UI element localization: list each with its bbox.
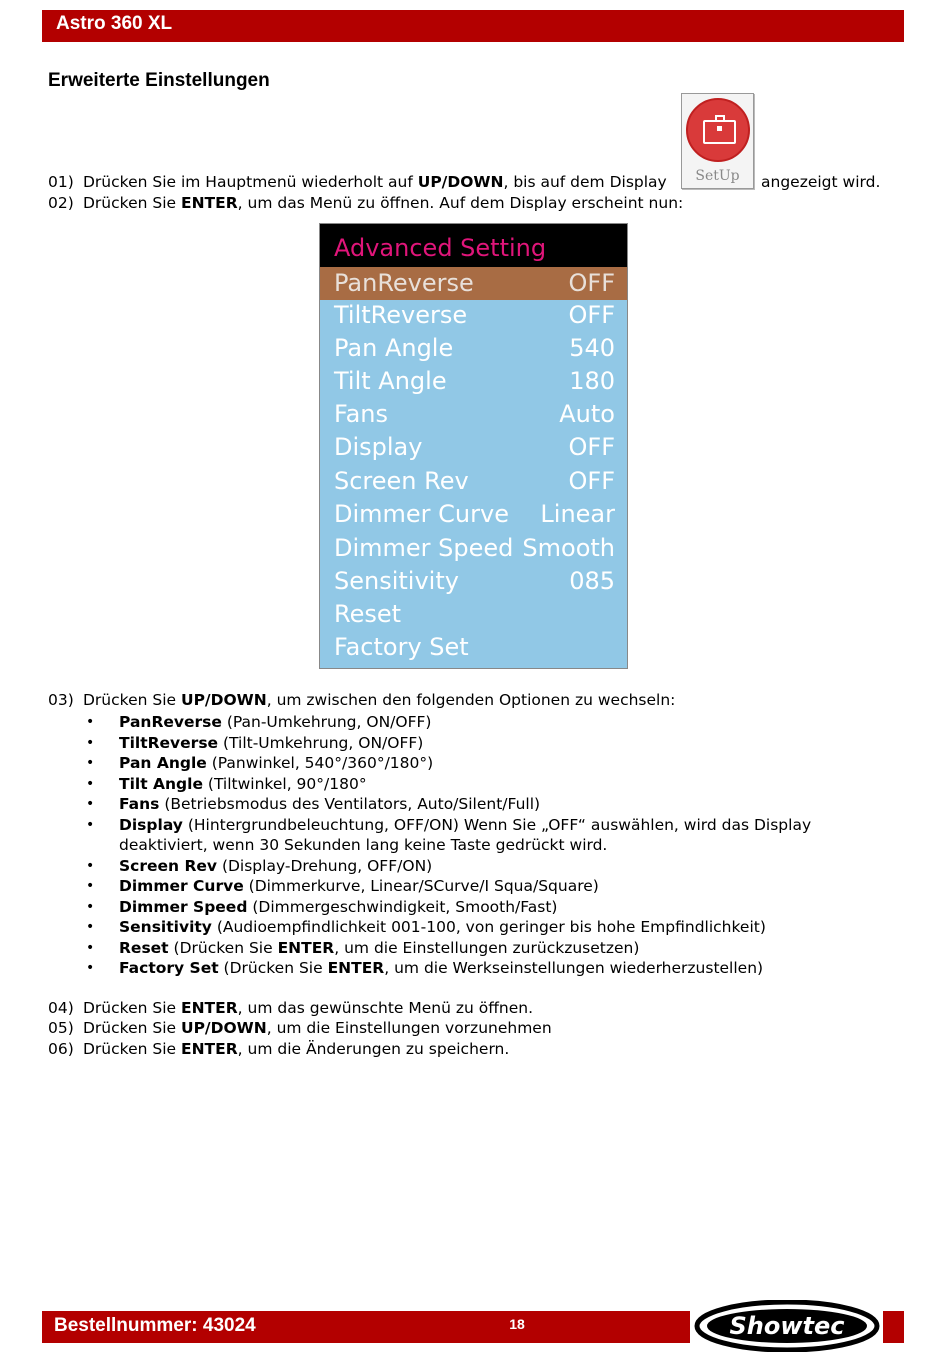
order-number: Bestellnummer: 43024 xyxy=(54,1315,256,1336)
display-row xyxy=(320,631,627,664)
list-item: • Fans (Betriebsmodus des Ventilators, Auto/Silent/Full) xyxy=(84,794,884,815)
footer-bar xyxy=(42,1311,690,1343)
step-04: 04) Drücken Sie ENTER, um das gewünschte Menü zu öffnen. xyxy=(48,999,534,1017)
display-row-label: Sensitivity xyxy=(334,567,459,595)
setup-icon xyxy=(681,93,754,189)
section-title: Erweiterte Einstellungen xyxy=(48,70,270,91)
display-row-value: 180 xyxy=(569,367,615,395)
step-02: 02) Drücken Sie ENTER, um das Menü zu öffnen. Auf dem Display erscheint nun: xyxy=(48,194,684,212)
step-03: 03) Drücken Sie UP/DOWN, um zwischen den folgenden Optionen zu wechseln: xyxy=(48,691,676,709)
display-row xyxy=(320,532,627,565)
display-row-label: Screen Rev xyxy=(334,467,469,495)
setup-label: SetUp xyxy=(695,168,740,184)
display-row-value: OFF xyxy=(568,433,615,461)
step-05: 05) Drücken Sie UP/DOWN, um die Einstellungen vorzunehmen xyxy=(48,1019,552,1037)
display-row-label: Tilt Angle xyxy=(334,367,447,395)
display-row-value: OFF xyxy=(568,467,615,495)
list-item: • Display (Hintergrundbeleuchtung, OFF/ON) Wenn Sie „OFF“ auswählen, wird das Display deaktiviert, wenn 30 Sekunden lang keine Taste gedrückt wird. xyxy=(84,815,884,856)
list-item: • TiltReverse (Tilt-Umkehrung, ON/OFF) xyxy=(84,733,884,754)
display-screen xyxy=(319,223,628,669)
display-row-value: Linear xyxy=(540,500,615,528)
display-row-value: 085 xyxy=(569,567,615,595)
display-title: Advanced Setting xyxy=(320,224,627,270)
display-row xyxy=(320,465,627,498)
page-number: 18 xyxy=(509,1316,525,1332)
display-row xyxy=(320,598,627,631)
option-list xyxy=(84,712,884,979)
list-item: • Dimmer Curve (Dimmerkurve, Linear/SCurve/I Squa/Square) xyxy=(84,876,884,897)
display-row-value: OFF xyxy=(568,301,615,329)
list-item: • Sensitivity (Audioempfindlichkeit 001-100, von geringer bis hohe Empfindlichkeit) xyxy=(84,917,884,938)
display-row xyxy=(320,431,627,464)
display-row xyxy=(320,299,627,332)
display-row-label: Pan Angle xyxy=(334,334,454,362)
display-row-label: Dimmer Curve xyxy=(334,500,509,528)
display-row-label: Reset xyxy=(334,600,402,628)
display-row xyxy=(320,332,627,365)
display-row xyxy=(320,267,627,300)
list-item: • Dimmer Speed (Dimmergeschwindigkeit, Smooth/Fast) xyxy=(84,897,884,918)
display-row xyxy=(320,398,627,431)
display-row-value: 540 xyxy=(569,334,615,362)
step-01-tail: angezeigt wird. xyxy=(761,173,881,191)
display-row-label: PanReverse xyxy=(334,269,474,297)
display-row-value: OFF xyxy=(568,269,615,297)
list-item: • Screen Rev (Display-Drehung, OFF/ON) xyxy=(84,856,884,877)
header-title: Astro 360 XL xyxy=(56,13,173,34)
list-item: • Tilt Angle (Tiltwinkel, 90°/180° xyxy=(84,774,884,795)
display-row xyxy=(320,365,627,398)
display-row-label: Display xyxy=(334,433,423,461)
display-row-label: Fans xyxy=(334,400,389,428)
step-01: 01) Drücken Sie im Hauptmenü wiederholt auf UP/DOWN, bis auf dem Display xyxy=(48,173,667,191)
display-row xyxy=(320,565,627,598)
toolbox-icon xyxy=(686,98,750,162)
display-row-value: Smooth xyxy=(522,534,615,562)
footer-bar-end xyxy=(883,1311,904,1343)
display-row-label: TiltReverse xyxy=(334,301,468,329)
display-row-label: Dimmer Speed xyxy=(334,534,514,562)
list-item: • Pan Angle (Panwinkel, 540°/360°/180°) xyxy=(84,753,884,774)
step-06: 06) Drücken Sie ENTER, um die Änderungen zu speichern. xyxy=(48,1040,510,1058)
display-row-value: Auto xyxy=(559,400,615,428)
showtec-logo xyxy=(694,1300,880,1352)
display-row xyxy=(320,498,627,531)
logo-text: Showtec xyxy=(729,1312,845,1340)
header-bar xyxy=(42,10,904,42)
list-item: • PanReverse (Pan-Umkehrung, ON/OFF) xyxy=(84,712,884,733)
list-item: • Factory Set (Drücken Sie ENTER, um die Werkseinstellungen wiederherzustellen) xyxy=(84,958,884,979)
display-row-label: Factory Set xyxy=(334,633,469,661)
list-item: • Reset (Drücken Sie ENTER, um die Einstellungen zurückzusetzen) xyxy=(84,938,884,959)
